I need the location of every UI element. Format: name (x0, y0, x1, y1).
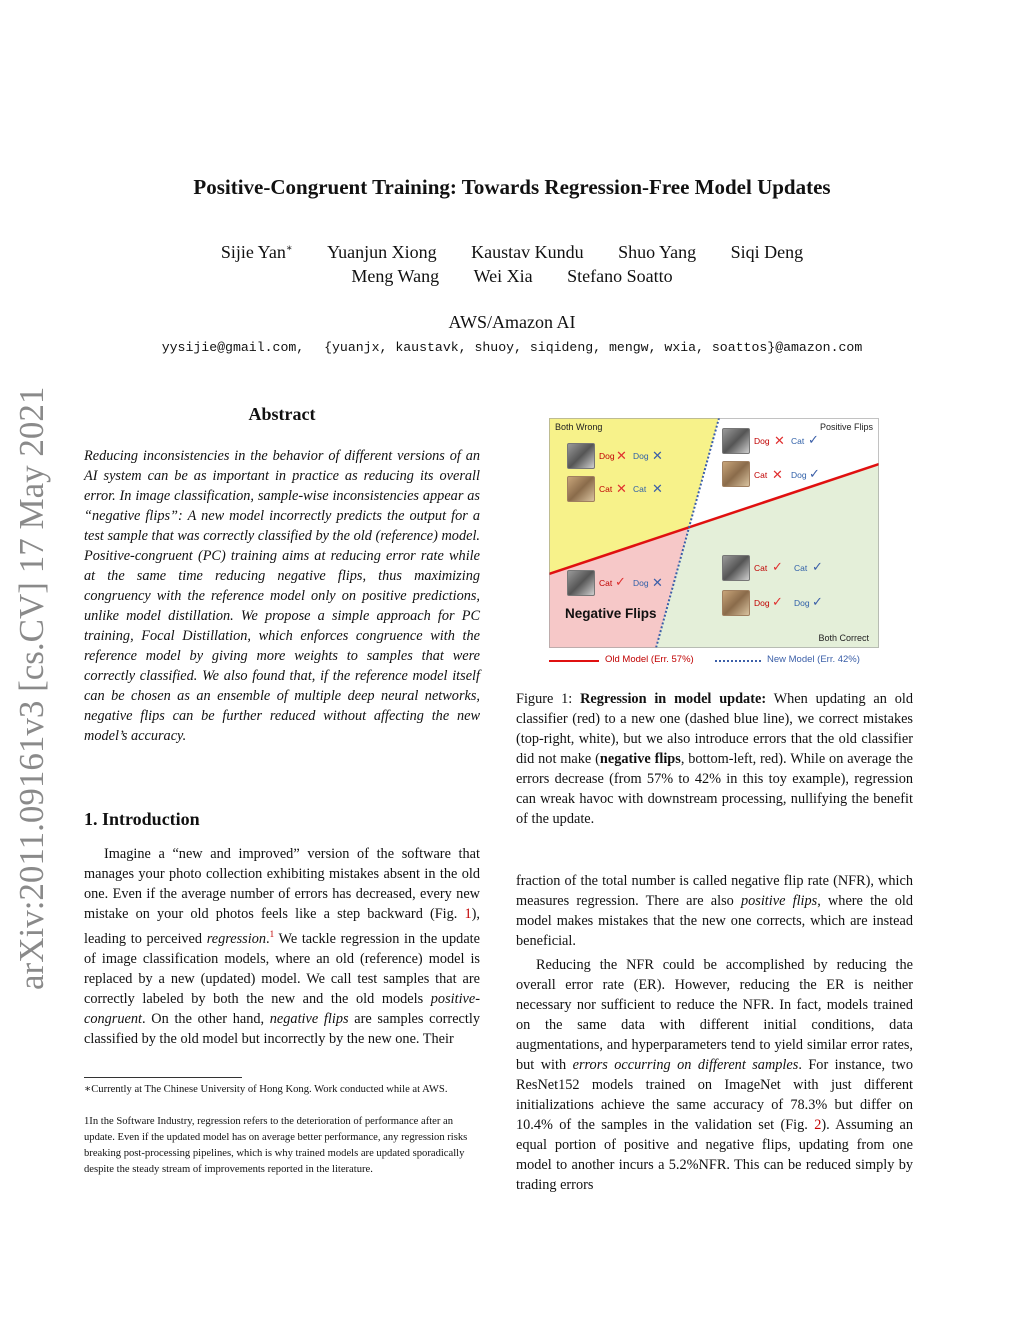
legend-old-label: Old Model (Err. 57%) (605, 654, 694, 665)
check-mark-icon: ✓ (615, 574, 626, 589)
region-label-both-wrong: Both Wrong (555, 422, 603, 432)
region-label-positive-flips: Positive Flips (819, 422, 873, 432)
check-mark-icon: ✓ (809, 466, 820, 481)
author: Kaustav Kundu (471, 242, 584, 262)
figure-reference-link[interactable]: 2 (814, 1117, 822, 1133)
author: Yuanjun Xiong (327, 242, 437, 262)
legend-new-label: New Model (Err. 42%) (767, 654, 860, 665)
cat-photo (567, 570, 595, 596)
dog-photo (567, 476, 595, 502)
affiliation: AWS/Amazon AI (448, 312, 576, 332)
email[interactable]: {yuanjx, kaustavk, shuoy, siqideng, mengw, wxia, soattos}@amazon.com (324, 340, 863, 355)
dog-photo (722, 461, 750, 487)
cat-photo (567, 443, 595, 469)
footnote: 1In the Software Industry, regression refers to the deterioration of performance after an update. Even if the updated model has on average better performance, any regression risks breaking post-processing pipelines, which is why trained models are updated sporadically despite the steady stream of improvements reported in the literature. (84, 1116, 468, 1175)
figure-legend (549, 654, 879, 668)
author-list-line1 (0, 242, 1024, 263)
cat-photo (722, 428, 750, 454)
legend-new-swatch (715, 660, 761, 662)
paper-title: Positive-Congruent Training: Towards Regression-Free Model Updates (193, 175, 831, 199)
legend-old-swatch (549, 660, 599, 662)
email[interactable]: yysijie@gmail.com, (161, 340, 305, 355)
check-mark-icon: ✓ (812, 594, 823, 609)
wrong-mark-icon: ✕ (652, 448, 663, 463)
wrong-mark-icon: ✕ (772, 467, 783, 482)
arxiv-identifier: arXiv:2011.09161v3 [cs.CV] 17 May 2021 (12, 386, 51, 990)
wrong-mark-icon: ✕ (652, 481, 663, 496)
author: Wei Xia (473, 266, 533, 286)
footnote-link[interactable]: 1 (269, 929, 275, 939)
wrong-mark-icon: ✕ (616, 481, 627, 496)
body-paragraph: fraction of the total number is called negative flip rate (NFR), which measures regression. There are also positive flips, where the old model makes mistakes that the new one corrects, which are instead beneficial. Reducing the NFR could be accomplished by reducing the overall error rate (ER). However, reducing the ER is neither necessary nor sufficient to reduce the NFR. In fact, models trained on the same data with different initial conditions, data augmentations, and hyperparameters tend to yield similar error rates, but with errors occurring on different samples. For instance, two ResNet152 models trained on ImageNet with just different initializations achieve the same accuracy of 78.3% but differ on 10.4% of the samples in the validation set (Fig. 2). Assuming an equal portion of positive and negative flips, updating from one model to another incurs a 5.2%NFR. This can be reduced simply by trading errors (516, 873, 913, 1193)
check-mark-icon: ✓ (808, 432, 819, 447)
author: Meng Wang (351, 266, 440, 286)
region-label-both-correct: Both Correct (818, 633, 869, 643)
footnote-divider (84, 1077, 242, 1078)
check-mark-icon: ✓ (812, 559, 823, 574)
footnote: ∗Currently at The Chinese University of Hong Kong. Work conducted while at AWS. (84, 1084, 448, 1095)
author: Sijie Yan∗ (220, 242, 293, 262)
dog-photo (722, 590, 750, 616)
wrong-mark-icon: ✕ (652, 575, 663, 590)
section-heading: 1. Introduction (84, 809, 200, 829)
wrong-mark-icon: ✕ (774, 433, 785, 448)
check-mark-icon: ✓ (772, 594, 783, 609)
figure-caption: Figure 1: Regression in model update: When updating an old classifier (red) to a new one (dashed blue line), we correct mistakes (top-right, white), but we also introduce errors that the old classifier did not make (negative flips, bottom-left, red). While on average the errors decrease (from 57% to 42% in this toy example), regression can wreak havoc with downstream processing, nullifying the benefit of the update. (516, 691, 913, 827)
figure-reference-link[interactable]: 1 (464, 906, 472, 922)
author: Stefano Soatto (567, 266, 673, 286)
author-list-line2 (0, 266, 1024, 287)
intro-paragraph: Imagine a “new and improved” version of the software that manages your photo collection exhibiting mistakes absent in the old one. Even if the average number of errors has decreased, every new mistake on your old photos feels like a step backward (Fig. 1), leading to perceived regression.$^1$ We tackle regression in the update of image classification models, where an old (reference) model is replaced by a new (updated) model. We call test samples that are correctly labeled by both the new and the old models positive-congruent. On the other hand, negative flips are samples correctly classified by the old model but incorrectly by the new one. Their (84, 846, 480, 1047)
abstract-text: Reducing inconsistencies in the behavior of different versions of an AI system can be as important in practice as reducing its overall error. In image classification, sample-wise inconsistencies appear as “negative flips”: A new model incorrectly predicts the output for a test sample that was correctly classified by the old (reference) model. Positive-congruent (PC) training aims at reducing error rate while at the same time reducing negative flips, thus maximizing congruency with the reference model only on positive predictions, unlike model distillation. We propose a simple approach for PC training, Focal Distillation, which enforces congruence with the reference model by giving more weights to samples that were correctly classified. We also found that, if the reference model itself can be chosen as an ensemble of multiple deep neural networks, negative flips can be further reduced without affecting the new model’s accuracy. (84, 448, 480, 744)
abstract-heading: Abstract (248, 404, 316, 424)
cat-photo (722, 555, 750, 581)
region-label-negative-flips: Negative Flips (565, 606, 657, 621)
check-mark-icon: ✓ (772, 559, 783, 574)
figure-regression-diagram: Both Wrong Positive Flips Negative Flips Both Correct Dog ✕ Dog ✕ Cat ✕ Cat ✕ Dog ✕ Cat ✓ Cat ✕ Dog ✓ Cat ✓ Dog ✕ Cat ✓ Cat ✓ Dog ✓ Dog ✓ (549, 418, 879, 648)
author: Shuo Yang (618, 242, 697, 262)
author: Siqi Deng (730, 242, 804, 262)
wrong-mark-icon: ✕ (616, 448, 627, 463)
email-list (0, 340, 1024, 355)
